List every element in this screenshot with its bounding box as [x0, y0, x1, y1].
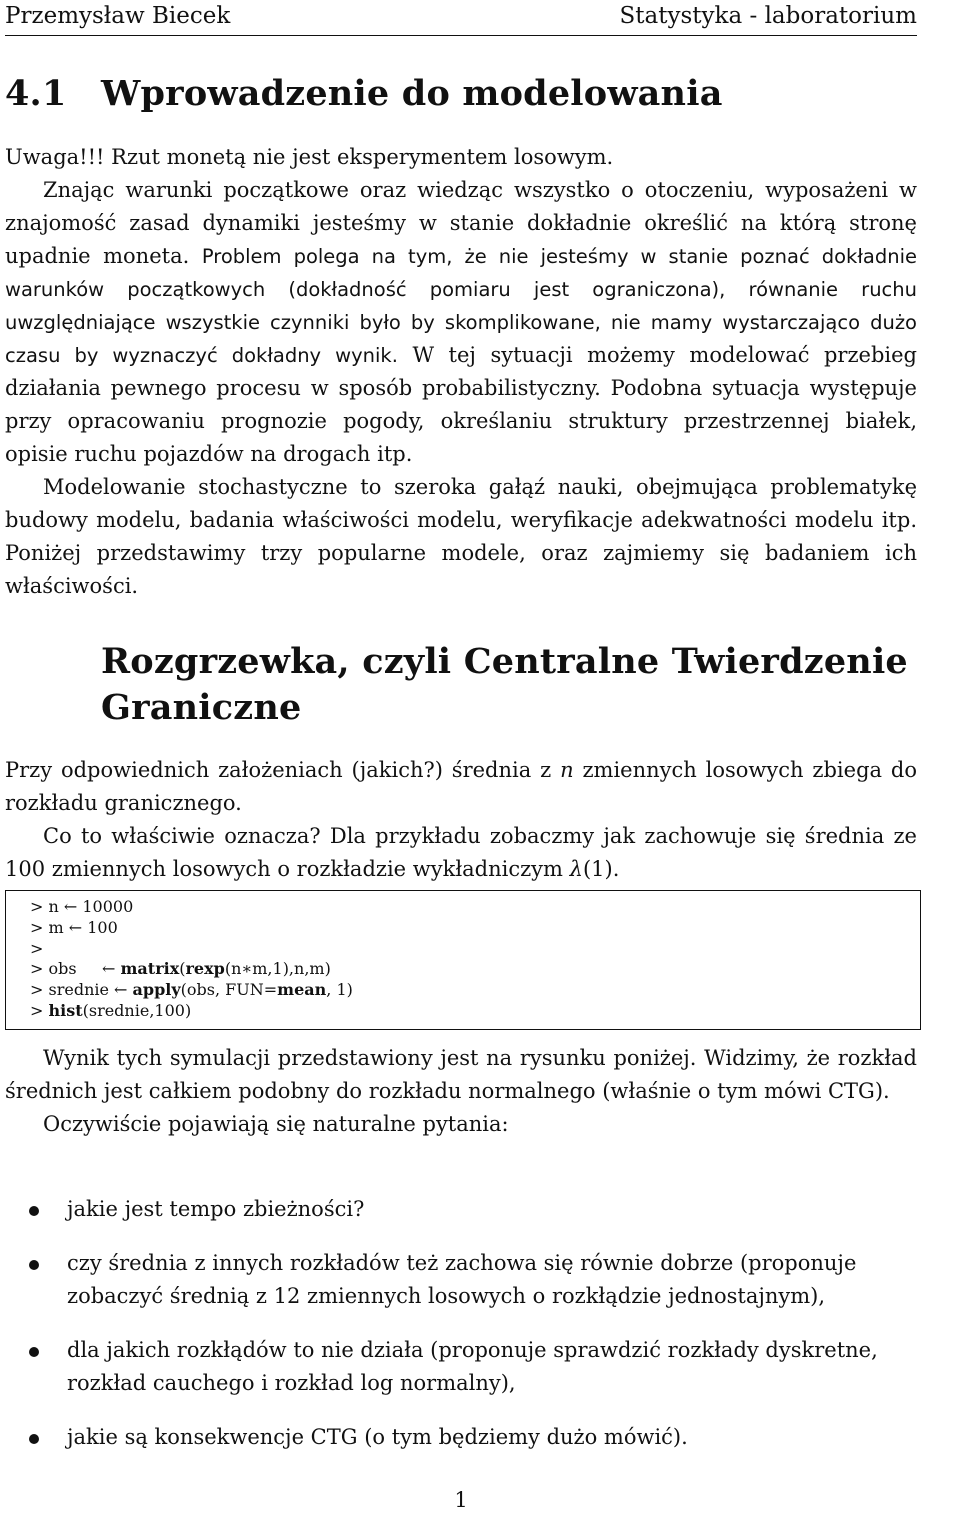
paragraph — [5, 174, 917, 471]
section-title: Rozgrzewka, czyli Centralne Twierdzenie Graniczne — [101, 641, 908, 728]
page-number: 1 — [454, 1488, 468, 1512]
code-keyword: matrix — [120, 959, 180, 979]
list-item — [5, 1193, 917, 1226]
code-line — [30, 980, 920, 1001]
list-item-text: czy średnia z innych rozkładów też zachowa się równie dobrze (proponuje zobaczyć średnią z 12 zmiennych losowych o rozkłądzie jednostajnym), — [67, 1251, 857, 1308]
bullet-icon — [29, 1347, 39, 1357]
paragraph: Uwaga!!! Rzut monetą nie jest eksperymentem losowym. — [5, 145, 614, 169]
text-run: (1). — [582, 857, 620, 881]
results-body — [5, 1042, 917, 1141]
text-run: Znając warunki początkowe oraz wiedząc wszystko o otoczeniu, wyposażeni w znajomość zasad dynamiki jesteśmy w stanie dokładnie określić na którą stronę upadnie moneta. — [5, 178, 917, 268]
code-keyword: apply — [132, 980, 181, 1000]
math-variable: n — [560, 758, 574, 782]
header-course: Statystyka - laboratorium — [619, 3, 917, 29]
code-line — [30, 1001, 920, 1022]
math-variable: λ — [569, 857, 583, 881]
code-text: > — [30, 1000, 49, 1020]
text-run: W tej sytuacji możemy modelować przebieg działania pewnego procesu w sposób probabilistyczny. Podobna sytuacja występuje przy opracowaniu prognozie pogody, określaniu struktury przestrzennej białek, opisie ruchu pojazdów na drogach itp. — [5, 343, 917, 466]
paragraph: Wynik tych symulacji przedstawiony jest na rysunku poniżej. Widzimy, że rozkład średnich jest całkiem podobny do rozkładu normalnego (właśnie o tym mówi CTG). — [5, 1046, 917, 1103]
list-item — [5, 1334, 917, 1400]
section-heading-4-1 — [5, 71, 917, 117]
code-text: , 1) — [326, 980, 353, 1000]
paragraph — [5, 820, 917, 886]
section-4-1-body — [5, 141, 917, 603]
sans-text-run: Problem polega na tym, że nie jesteśmy w stanie poznać dokładnie warunków początkowych (dokładność pomiaru jest ograniczona), równanie ruchu uwzględniające wszystkie czynniki było by skomplikowane, nie mamy wystarczająco dużo czasu by wyznaczyć dokładny wynik. — [5, 245, 917, 367]
running-header — [5, 3, 917, 33]
code-text: > obs ← — [30, 959, 121, 979]
bullet-icon — [29, 1206, 39, 1216]
code-keyword: rexp — [185, 959, 225, 979]
header-rule — [5, 35, 917, 36]
code-keyword: hist — [48, 1000, 83, 1020]
list-item — [5, 1247, 917, 1313]
code-text: (n∗m,1),n,m) — [224, 959, 331, 979]
list-item-text: jakie jest tempo zbieżności? — [67, 1197, 365, 1221]
code-keyword: mean — [277, 980, 327, 1000]
paragraph — [5, 754, 917, 820]
section-title: Wprowadzenie do modelowania — [101, 73, 723, 114]
text-run: zmiennych losowych zbiega do rozkładu granicznego. — [5, 758, 917, 815]
question-list — [5, 1193, 917, 1475]
code-line — [30, 959, 920, 980]
list-item-text: dla jakich rozkłądów to nie działa (proponuje sprawdzić rozkłady dyskretne, rozkład cauchego i rozkład log normalny), — [67, 1338, 878, 1395]
code-line: > n ← 10000 — [30, 897, 134, 916]
paragraph: Modelowanie stochastyczne to szeroka gałąź nauki, obejmująca problematykę budowy modelu, badania właściwości modelu, weryfikacje adekwatności modelu itp. Poniżej przedstawimy trzy popularne modele, oraz zajmiemy się badaniem ich właściwości. — [5, 475, 917, 598]
code-text: ( — [179, 959, 186, 979]
code-text: > srednie ← — [30, 980, 133, 1000]
text-run: Co to właściwie oznacza? Dla przykładu zobaczmy jak zachowuje się średnia ze 100 zmiennych losowych o rozkładzie wykładniczym — [5, 824, 917, 881]
section-heading-4-2 — [5, 639, 960, 731]
section-number: 4.1 — [5, 73, 67, 114]
list-item — [5, 1421, 917, 1454]
section-4-2-body — [5, 754, 917, 886]
code-line: > — [30, 938, 44, 958]
code-text: (obs, FUN= — [180, 980, 278, 1000]
text-run: Przy odpowiednich założeniach (jakich?) średnia z — [5, 758, 561, 782]
code-listing — [5, 890, 921, 1030]
list-item-text: jakie są konsekwencje CTG (o tym będziemy dużo mówić). — [67, 1425, 688, 1449]
header-author: Przemysław Biecek — [5, 3, 231, 29]
paragraph: Oczywiście pojawiają się naturalne pytania: — [43, 1112, 509, 1136]
bullet-icon — [29, 1434, 39, 1444]
document-page — [5, 0, 917, 1523]
section-number — [5, 639, 101, 685]
code-line: > m ← 100 — [30, 917, 118, 937]
code-text: (srednie,100) — [82, 1000, 192, 1020]
bullet-icon — [29, 1260, 39, 1270]
